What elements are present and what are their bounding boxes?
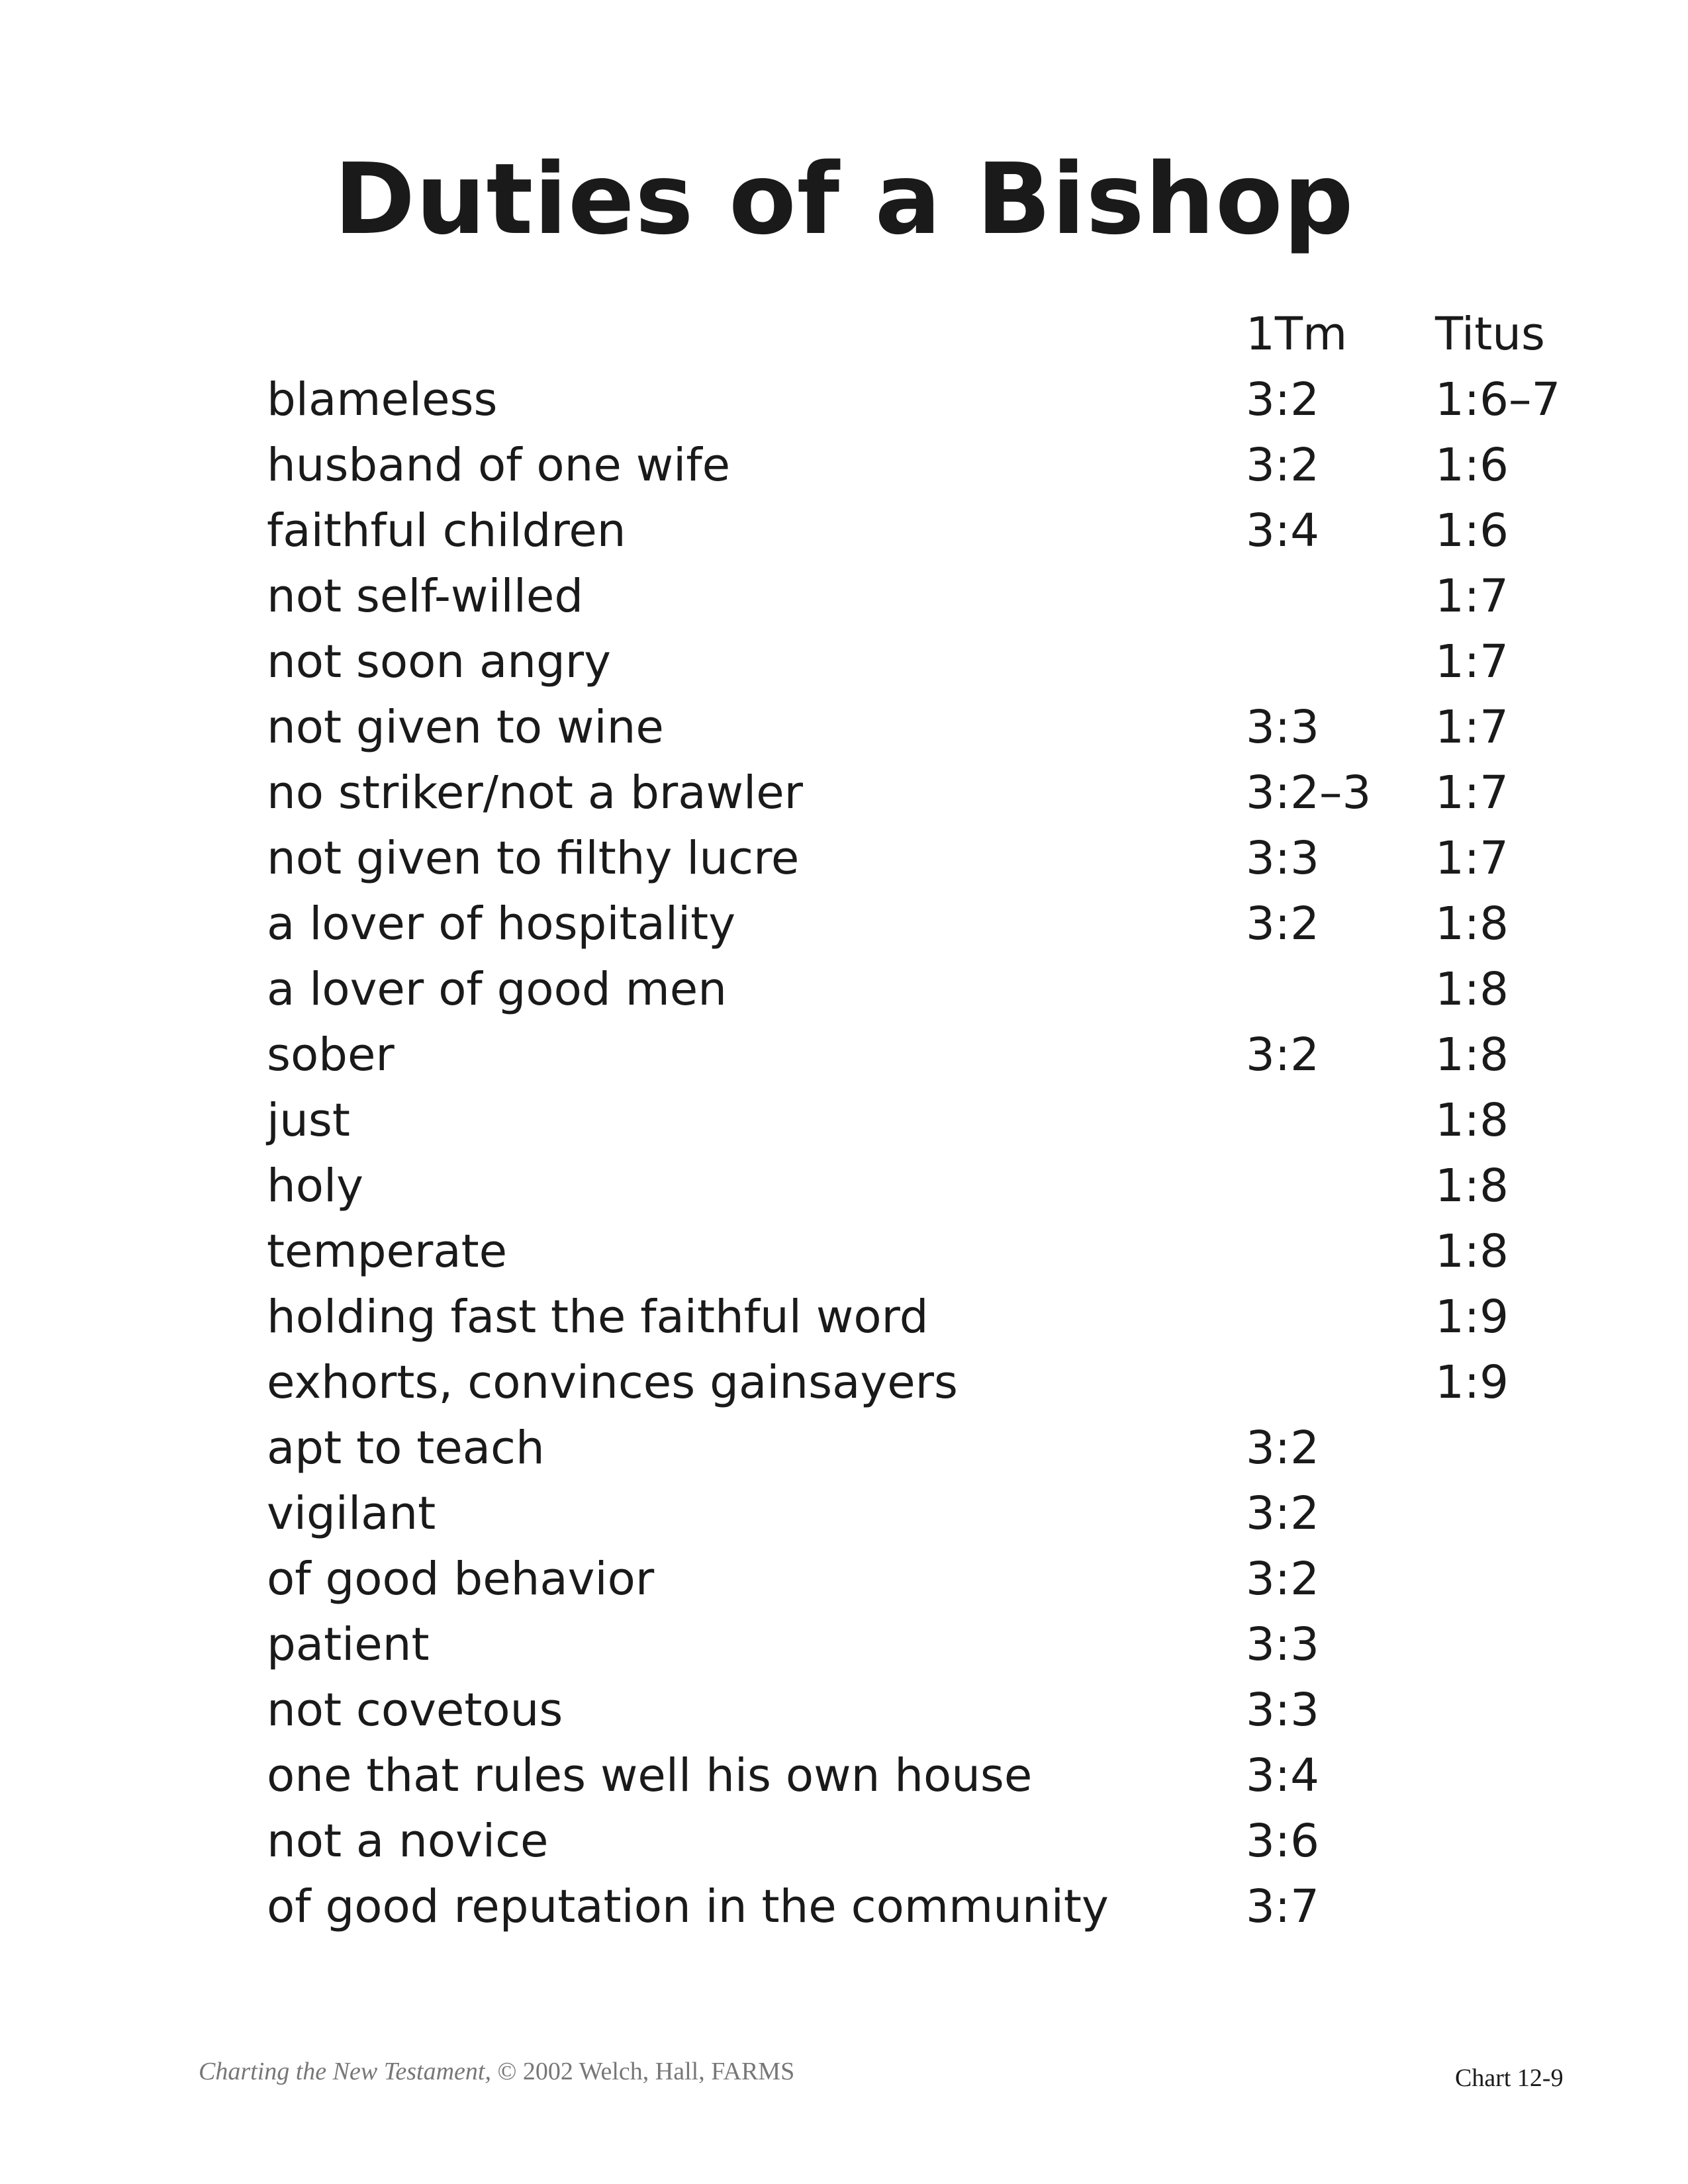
ref-titus: 1:6–7 bbox=[1435, 373, 1561, 426]
ref-1tm: 3:3 bbox=[1246, 1618, 1320, 1671]
duty-label: patient bbox=[267, 1618, 430, 1671]
ref-1tm: 3:3 bbox=[1246, 832, 1320, 885]
column-header-row bbox=[0, 302, 1688, 367]
duty-label: holy bbox=[267, 1160, 363, 1212]
ref-1tm: 3:2 bbox=[1246, 1028, 1320, 1081]
table-row bbox=[0, 695, 1688, 760]
footer-source bbox=[199, 2057, 794, 2086]
ref-titus: 1:7 bbox=[1435, 832, 1509, 885]
table-row bbox=[0, 498, 1688, 564]
ref-1tm: 3:3 bbox=[1246, 701, 1320, 754]
table-row bbox=[0, 1612, 1688, 1678]
ref-titus: 1:7 bbox=[1435, 570, 1509, 623]
table-row bbox=[0, 957, 1688, 1023]
duty-label: blameless bbox=[267, 373, 498, 426]
table-row bbox=[0, 367, 1688, 433]
table-row bbox=[0, 1678, 1688, 1743]
duty-label: not self-willed bbox=[267, 570, 584, 623]
duty-label: just bbox=[267, 1094, 350, 1147]
ref-titus: 1:9 bbox=[1435, 1356, 1509, 1409]
table-row bbox=[0, 760, 1688, 826]
ref-1tm: 3:7 bbox=[1246, 1880, 1320, 1933]
duty-label: one that rules well his own house bbox=[267, 1749, 1033, 1802]
ref-titus: 1:8 bbox=[1435, 897, 1509, 950]
table-row bbox=[0, 629, 1688, 695]
footer-copyright: © 2002 Welch, Hall, FARMS bbox=[497, 2058, 795, 2085]
duty-label: husband of one wife bbox=[267, 439, 731, 492]
ref-titus: 1:6 bbox=[1435, 439, 1509, 492]
ref-titus: 1:7 bbox=[1435, 701, 1509, 754]
table-row bbox=[0, 1481, 1688, 1547]
table-row bbox=[0, 891, 1688, 957]
ref-titus: 1:8 bbox=[1435, 963, 1509, 1016]
ref-titus: 1:8 bbox=[1435, 1225, 1509, 1278]
duty-label: holding fast the faithful word bbox=[267, 1291, 929, 1343]
duty-label: not a novice bbox=[267, 1815, 549, 1868]
ref-1tm: 3:6 bbox=[1246, 1815, 1320, 1868]
column-header-titus: Titus bbox=[1435, 308, 1545, 361]
table-row bbox=[0, 1809, 1688, 1874]
ref-1tm: 3:2 bbox=[1246, 1487, 1320, 1540]
ref-1tm: 3:4 bbox=[1246, 1749, 1320, 1802]
ref-titus: 1:6 bbox=[1435, 504, 1509, 557]
table-row bbox=[0, 826, 1688, 891]
ref-titus: 1:7 bbox=[1435, 635, 1509, 688]
duty-label: exhorts, convinces gainsayers bbox=[267, 1356, 958, 1409]
ref-titus: 1:8 bbox=[1435, 1028, 1509, 1081]
duty-label: temperate bbox=[267, 1225, 508, 1278]
table-row bbox=[0, 564, 1688, 629]
ref-1tm: 3:3 bbox=[1246, 1684, 1320, 1737]
table-row bbox=[0, 433, 1688, 498]
page-title: Duties of a Bishop bbox=[334, 142, 1354, 256]
duty-label: a lover of good men bbox=[267, 963, 727, 1016]
table-row bbox=[0, 1219, 1688, 1285]
ref-1tm: 3:4 bbox=[1246, 504, 1320, 557]
ref-1tm: 3:2 bbox=[1246, 439, 1320, 492]
table-row bbox=[0, 1285, 1688, 1350]
table-row bbox=[0, 1154, 1688, 1219]
table-row bbox=[0, 1416, 1688, 1481]
ref-titus: 1:7 bbox=[1435, 766, 1509, 819]
duty-label: not given to filthy lucre bbox=[267, 832, 800, 885]
duty-label: no striker/not a brawler bbox=[267, 766, 804, 819]
duty-label: a lover of hospitality bbox=[267, 897, 736, 950]
footer-chart-id: Chart 12-9 bbox=[1455, 2064, 1564, 2092]
ref-1tm: 3:2 bbox=[1246, 897, 1320, 950]
duty-label: of good reputation in the community bbox=[267, 1880, 1109, 1933]
duty-label: sober bbox=[267, 1028, 395, 1081]
ref-titus: 1:8 bbox=[1435, 1094, 1509, 1147]
duty-label: not soon angry bbox=[267, 635, 611, 688]
duty-label: of good behavior bbox=[267, 1553, 655, 1606]
duty-label: not given to wine bbox=[267, 701, 664, 754]
duty-label: vigilant bbox=[267, 1487, 436, 1540]
ref-1tm: 3:2 bbox=[1246, 1422, 1320, 1475]
table-row bbox=[0, 1023, 1688, 1088]
table-row bbox=[0, 1547, 1688, 1612]
ref-titus: 1:9 bbox=[1435, 1291, 1509, 1343]
footer-book-title: Charting the New Testament, bbox=[199, 2058, 491, 2085]
table-row bbox=[0, 1088, 1688, 1154]
duty-label: faithful children bbox=[267, 504, 626, 557]
column-header-1tm: 1Tm bbox=[1246, 308, 1348, 361]
ref-1tm: 3:2–3 bbox=[1246, 766, 1372, 819]
duty-label: not covetous bbox=[267, 1684, 563, 1737]
duty-label: apt to teach bbox=[267, 1422, 545, 1475]
table-row bbox=[0, 1743, 1688, 1809]
ref-titus: 1:8 bbox=[1435, 1160, 1509, 1212]
ref-1tm: 3:2 bbox=[1246, 373, 1320, 426]
table-row bbox=[0, 1350, 1688, 1416]
ref-1tm: 3:2 bbox=[1246, 1553, 1320, 1606]
table-row bbox=[0, 1874, 1688, 1940]
